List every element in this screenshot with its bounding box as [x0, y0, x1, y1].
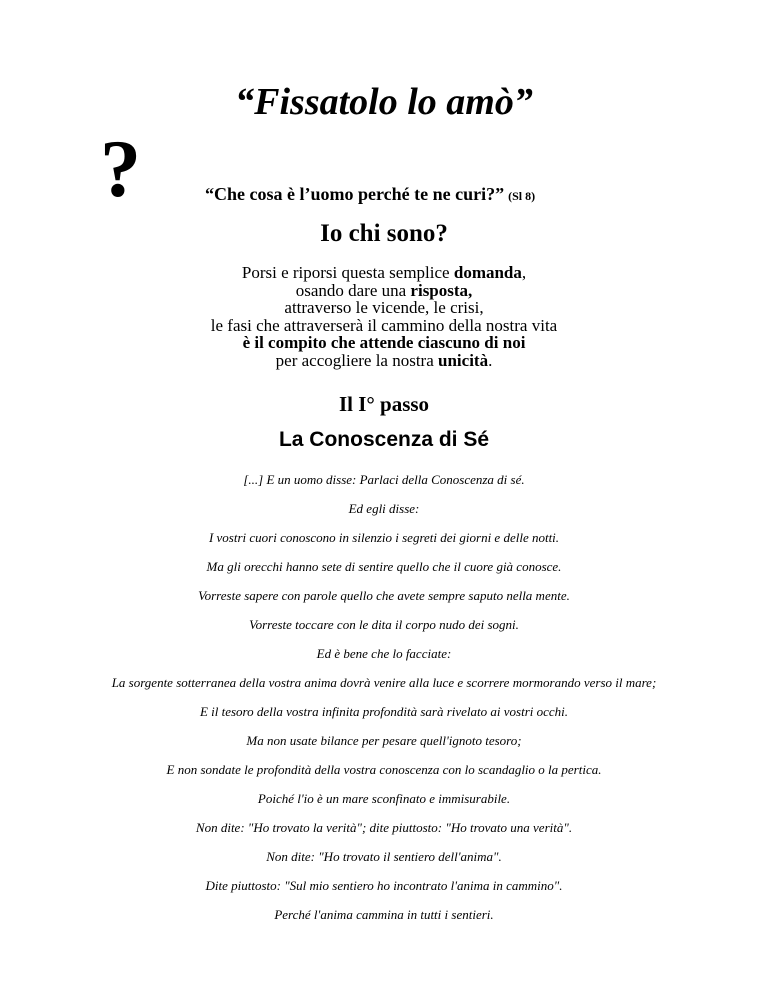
section-heading-who-am-i: Io chi sono? — [320, 220, 448, 247]
poem-line: Ma gli orecchi hanno sete di sentire quello che il cuore già conosce. — [206, 559, 562, 574]
intro-bold: risposta, — [410, 280, 473, 300]
poem-line: Dite piuttosto: "Sul mio sentiero ho incontrato l'anima in cammino". — [205, 878, 563, 893]
poem-line: E il tesoro della vostra infinita profondità sarà rivelato ai vostri occhi. — [199, 704, 569, 719]
intro-bold: è il compito che attende ciascuno di noi — [242, 333, 526, 353]
poem-line: Vorreste toccare con le dita il corpo nudo dei sogni. — [249, 617, 519, 632]
poem-line: Vorreste sapere con parole quello che avete sempre saputo nella mente. — [198, 588, 570, 603]
intro-line-2 — [0, 282, 768, 300]
poem-line: La sorgente sotterranea della vostra anima dovrà venire alla luce e scorrere mormorando verso il mare; — [111, 675, 657, 690]
section-heading-first-step: Il I° passo — [338, 392, 430, 416]
poem-line: Ed è bene che lo facciate: — [316, 646, 452, 661]
intro-bold: unicità — [438, 350, 489, 370]
intro-text: . — [488, 350, 493, 370]
intro-paragraph — [0, 264, 768, 370]
intro-text: per accogliere la nostra — [275, 350, 439, 370]
psalm-quote — [205, 184, 535, 205]
poem-line: [...] E un uomo disse: Parlaci della Conoscenza di sé. — [243, 472, 525, 487]
poem-line: I vostri cuori conoscono in silenzio i segreti dei giorni e delle notti. — [208, 530, 560, 545]
poem-line: E non sondate le profondità della vostra conoscenza con lo scandaglio o la pertica. — [166, 762, 602, 777]
intro-bold: domanda — [453, 263, 522, 282]
intro-line-1 — [0, 264, 768, 282]
intro-line-6 — [0, 352, 768, 370]
section-heading-self-knowledge: La Conoscenza di Sé — [278, 428, 490, 451]
intro-line-4: le fasi che attraverserà il cammino della nostra vita — [210, 315, 558, 335]
poem-line: Non dite: "Ho trovato il sentiero dell'anima". — [266, 849, 502, 864]
poem-line: Ed egli disse: — [348, 501, 420, 516]
poem-line: Ma non usate bilance per pesare quell'ignoto tesoro; — [246, 733, 522, 748]
intro-line-3: attraverso le vicende, le crisi, — [284, 298, 484, 318]
poem-line: Perché l'anima cammina in tutti i sentieri. — [274, 907, 494, 922]
intro-text: osando dare una — [295, 280, 411, 300]
question-mark-icon: ? — [100, 123, 141, 214]
poem-block — [70, 472, 698, 936]
poem-line: Poiché l'io è un mare sconfinato e immisurabile. — [257, 791, 511, 806]
poem-line: Non dite: "Ho trovato la verità"; dite piuttosto: "Ho trovato una verità". — [195, 820, 573, 835]
intro-line-5 — [0, 334, 768, 352]
quote-text: “Che cosa è l’uomo perché te ne curi?” — [205, 184, 505, 204]
quote-reference: (Sl 8) — [508, 189, 536, 203]
intro-text: Porsi e riporsi questa semplice — [241, 263, 454, 282]
page-title: “Fissatolo lo amò” — [235, 81, 533, 123]
intro-text: , — [521, 263, 527, 282]
